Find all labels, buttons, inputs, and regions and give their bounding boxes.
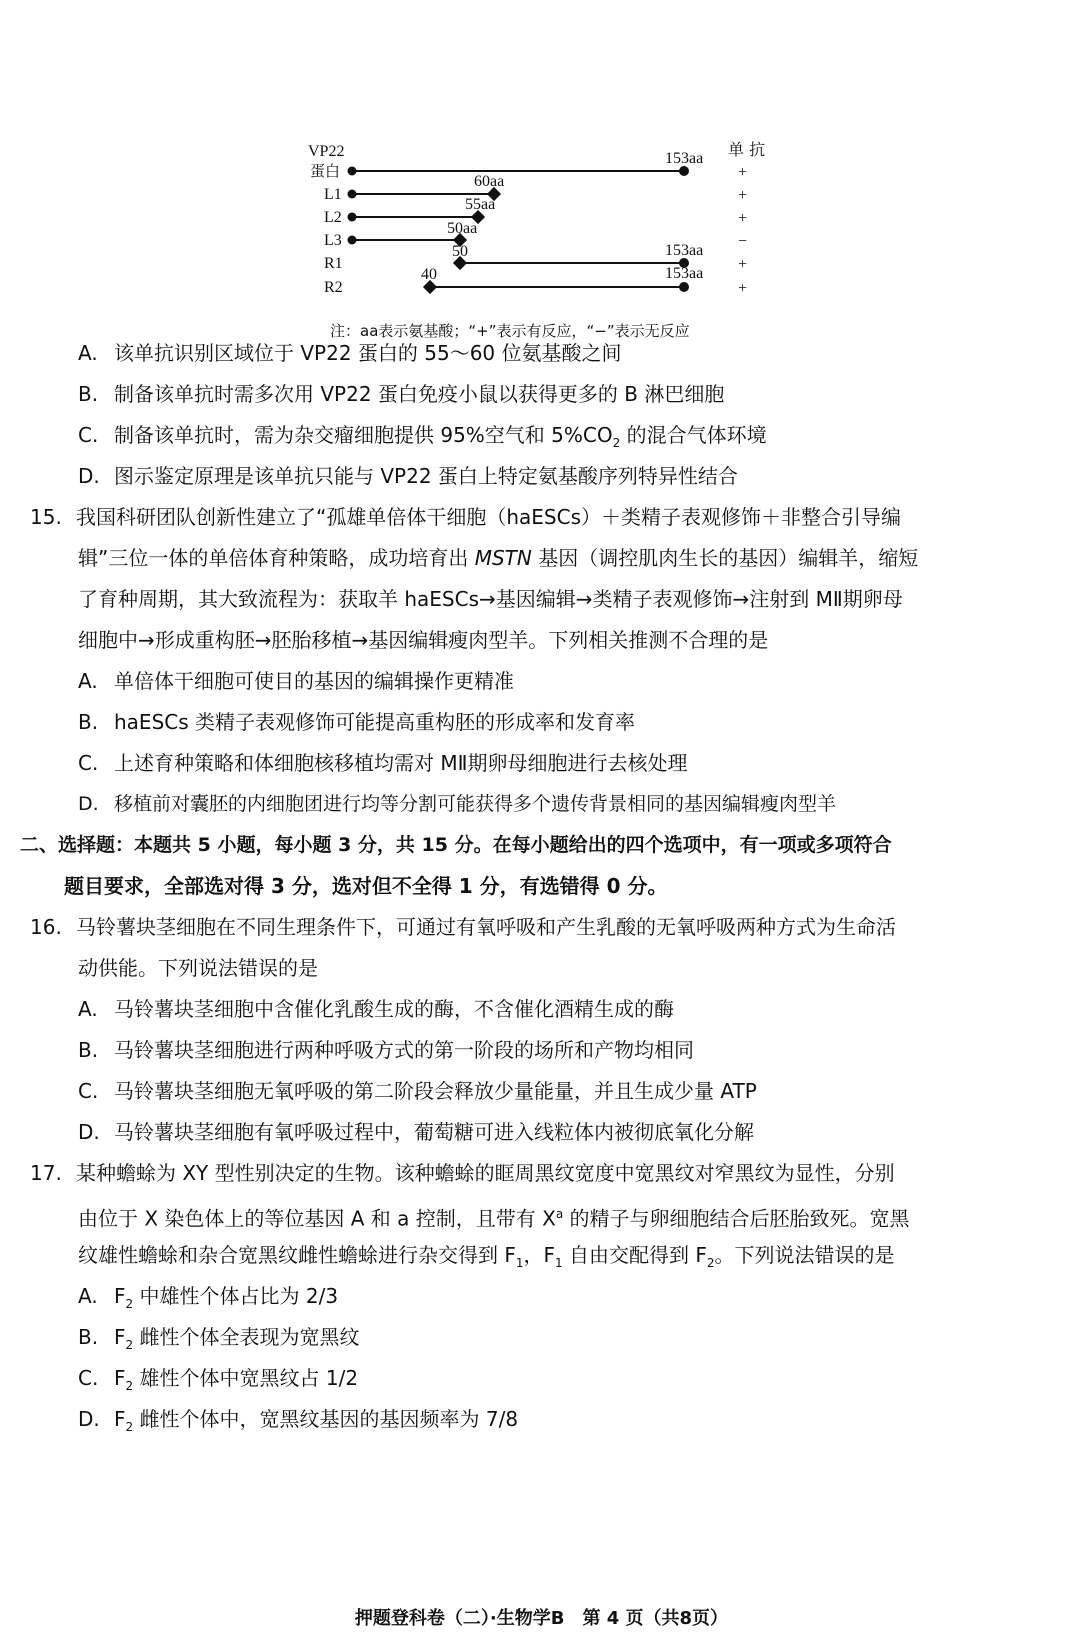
result-r2: + — [738, 280, 748, 297]
l3-start-dot — [348, 236, 357, 245]
q16-option-b: B. 马铃薯块茎细胞进行两种呼吸方式的第一阶段的场所和产物均相同 — [78, 1038, 694, 1062]
q17-stem-line3: 纹雄性蟾蜍和杂合宽黑纹雌性蟾蜍进行杂交得到 $F_1$，$F_1$ 自由交配得到 $F_2$。下列说法错误的是 — [78, 1243, 895, 1270]
q14-option-c: C. 制备该单抗时，需为杂交瘤细胞提供 95%空气和 $5\%CO_2$ 的混合气体环境 — [78, 423, 767, 450]
figure-note: 注：aa表示氨基酸；“+”表示有反应，“−”表示无反应 — [330, 322, 690, 340]
result-protein: + — [738, 164, 748, 181]
q16-option-a: A. 马铃薯块茎细胞中含催化乳酸生成的酶，不含催化酒精生成的酶 — [78, 997, 674, 1021]
label-r1: R1 — [324, 255, 343, 272]
q17-option-d: D. $F_2$ 雌性个体中，宽黑纹基因的基因频率为 7/8 — [78, 1407, 519, 1434]
label-l1: L1 — [324, 186, 342, 203]
protein-start-dot — [348, 167, 357, 176]
label-protein: 蛋白 — [310, 162, 341, 180]
label-r2: R2 — [324, 279, 343, 296]
label-50aa: 50aa — [447, 220, 478, 237]
r2-end-dot — [679, 282, 689, 292]
section2-heading-line2: 题目要求，全部选对得 3 分，选对但不全得 1 分，有选错得 0 分。 — [64, 874, 668, 898]
q15-stem-line1: 15. 我国科研团队创新性建立了“孤雄单倍体干细胞（haESCs）＋类精子表观修饰＋非整合引导编 — [30, 505, 902, 529]
q15-option-c: C. 上述育种策略和体细胞核移植均需对 MⅡ期卵母细胞进行去核处理 — [78, 751, 688, 775]
result-r1: + — [738, 256, 748, 273]
l1-start-dot — [348, 190, 357, 199]
q16-option-d: D. 马铃薯块茎细胞有氧呼吸过程中，葡萄糖可进入线粒体内被彻底氧化分解 — [78, 1120, 754, 1144]
label-l2: L2 — [324, 209, 342, 226]
q17-stem-line1: 17. 某种蟾蜍为 XY 型性别决定的生物。该种蟾蜍的眶周黑纹宽度中宽黑纹对窄黑纹为显性，分别 — [30, 1161, 895, 1185]
label-153aa-protein: 153aa — [665, 150, 704, 167]
q16-stem-line2: 动供能。下列说法错误的是 — [78, 956, 318, 980]
q17-option-b: B. $F_2$ 雌性个体全表现为宽黑纹 — [78, 1325, 360, 1352]
result-l2: + — [738, 210, 748, 227]
label-153aa-r2: 153aa — [665, 265, 704, 282]
label-50-start: 50 — [452, 243, 468, 260]
label-40: 40 — [421, 266, 437, 283]
l2-start-dot — [348, 213, 357, 222]
q15-option-b: B. haESCs 类精子表观修饰可能提高重构胚的形成率和发育率 — [78, 710, 636, 734]
q17-option-a: A. $F_2$ 中雄性个体占比为 2/3 — [78, 1284, 339, 1311]
q14-option-d: D. 图示鉴定原理是该单抗只能与 VP22 蛋白上特定氨基酸序列特异性结合 — [78, 464, 738, 488]
q15-stem-line4: 细胞中→形成重构胚→胚胎移植→基因编辑瘦肉型羊。下列相关推测不合理的是 — [78, 628, 769, 652]
q15-option-d: D. 移植前对囊胚的内细胞团进行均等分割可能获得多个遗传背景相同的基因编辑瘦肉型羊 — [78, 793, 837, 815]
result-l3: − — [738, 233, 748, 250]
label-vp22: VP22 — [308, 143, 345, 160]
label-l3: L3 — [324, 232, 342, 249]
label-153aa-r1: 153aa — [665, 242, 704, 259]
q15-stem-line2: 辑”三位一体的单倍体育种策略，成功培育出 MSTN 基因（调控肌肉生长的基因）编辑羊，缩短 — [78, 546, 919, 570]
q14-option-a: A. 该单抗识别区域位于 VP22 蛋白的 55～60 位氨基酸之间 — [78, 341, 622, 365]
section2-heading-line1: 二、选择题：本题共 5 小题，每小题 3 分，共 15 分。在每小题给出的四个选项中，有一项或多项符合 — [20, 834, 892, 856]
q17-stem-line2: 由位于 X 染色体上的等位基因 A 和 a 控制，且带有 $X^a$ 的精子与卵细胞结合后胚胎致死。宽黑 — [78, 1206, 910, 1231]
q17-option-c: C. $F_2$ 雄性个体中宽黑纹占 1/2 — [78, 1366, 359, 1393]
vp22-epitope-figure — [300, 140, 820, 340]
q15-option-a: A. 单倍体干细胞可使目的基因的编辑操作更精准 — [78, 669, 514, 693]
q16-option-c: C. 马铃薯块茎细胞无氧呼吸的第二阶段会释放少量能量，并且生成少量 ATP — [78, 1079, 757, 1103]
q15-stem-line3: 了育种周期，其大致流程为：获取羊 haESCs→基因编辑→类精子表观修饰→注射到 MⅡ期卵母 — [78, 587, 903, 611]
label-55aa: 55aa — [465, 196, 496, 213]
protein-end-dot — [679, 166, 689, 176]
page-footer: 押题登科卷（二）·生物学B 第 4 页（共8页） — [354, 1608, 729, 1629]
q14-option-b: B. 制备该单抗时需多次用 VP22 蛋白免疫小鼠以获得更多的 B 淋巴细胞 — [78, 382, 725, 406]
label-60aa: 60aa — [474, 173, 505, 190]
q16-stem-line1: 16. 马铃薯块茎细胞在不同生理条件下，可通过有氧呼吸和产生乳酸的无氧呼吸两种方式为生命活 — [30, 915, 896, 939]
result-l1: + — [738, 187, 748, 204]
mab-header: 单 抗 — [728, 140, 766, 159]
